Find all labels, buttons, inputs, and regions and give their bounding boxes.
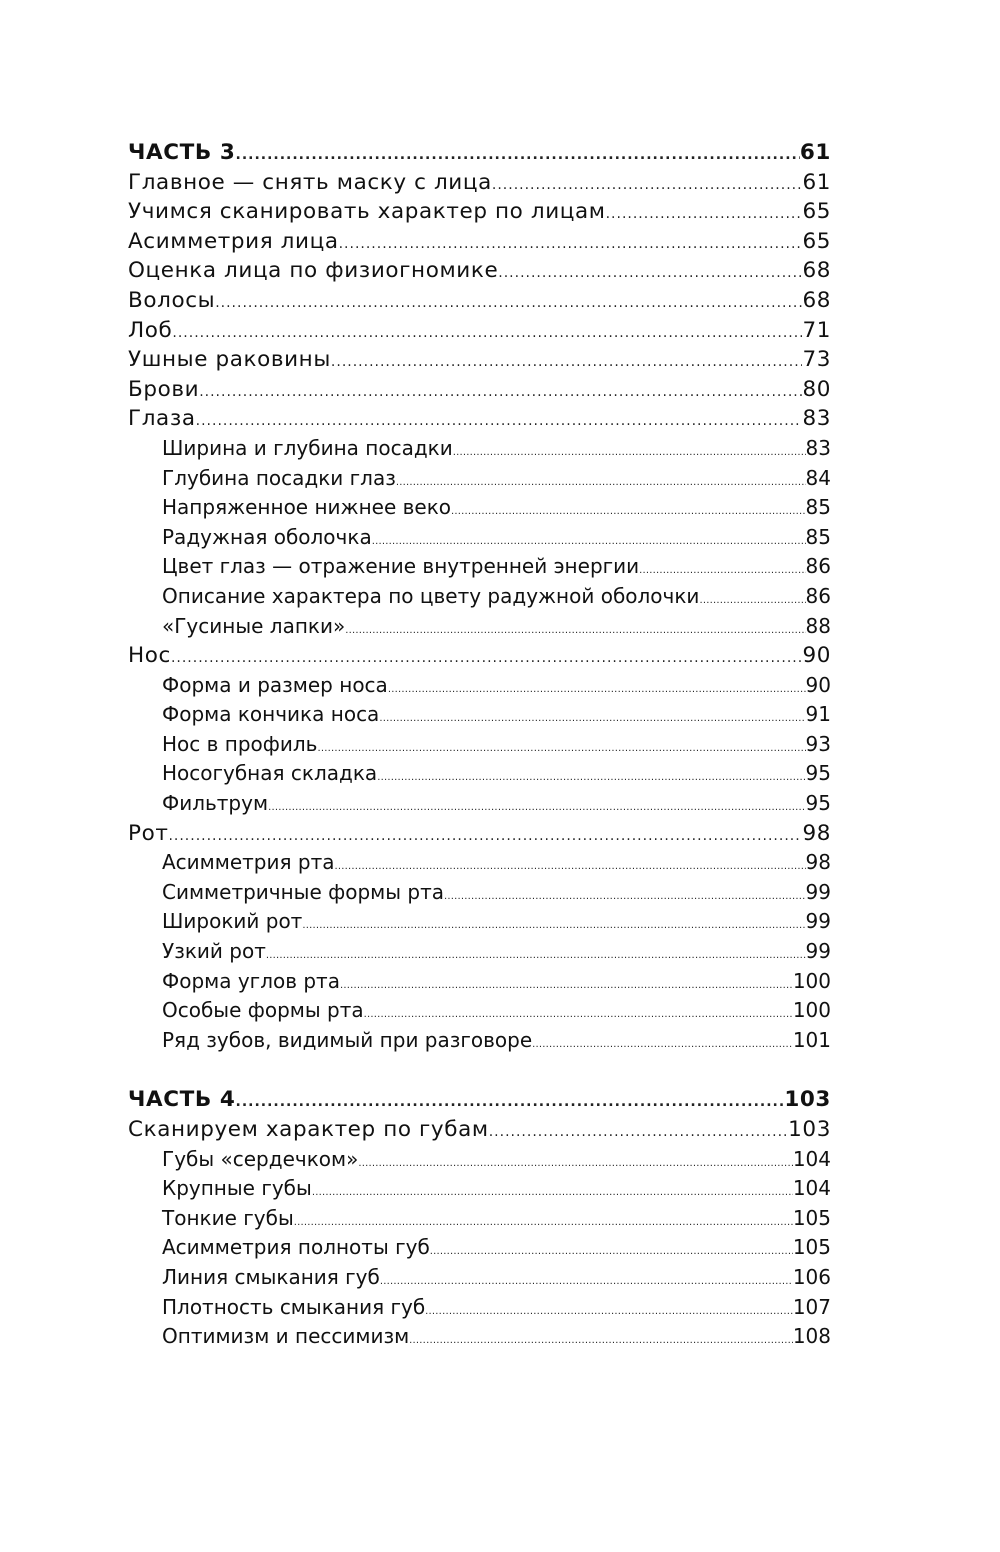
toc-entry-title: Описание характера по цвету радужной оболочки bbox=[162, 583, 700, 608]
toc-entry-title: Симметричные формы рта bbox=[162, 879, 445, 904]
toc-entry-title: Широкий рот bbox=[162, 909, 303, 934]
toc-page-number: 103 bbox=[784, 1087, 831, 1113]
dot-leader bbox=[340, 971, 793, 1001]
dot-leader bbox=[312, 1178, 793, 1208]
table-of-contents bbox=[128, 138, 831, 1352]
toc-subentry[interactable] bbox=[128, 700, 831, 730]
toc-page-number: 106 bbox=[792, 1264, 831, 1289]
dot-leader bbox=[358, 1149, 792, 1179]
toc-page-number: 65 bbox=[802, 228, 831, 254]
toc-subentry[interactable] bbox=[128, 848, 831, 878]
toc-subentry[interactable] bbox=[128, 1174, 831, 1204]
dot-leader bbox=[266, 941, 806, 971]
toc-page-number: 86 bbox=[805, 583, 831, 608]
toc-page-number: 93 bbox=[805, 731, 831, 756]
toc-entry-title: Оптимизм и пессимизм bbox=[162, 1324, 410, 1349]
toc-entry-title: Губы «сердечком» bbox=[162, 1146, 359, 1171]
toc-entry-title: ЧАСТЬ 3 bbox=[128, 140, 236, 165]
toc-subentry[interactable] bbox=[128, 671, 831, 701]
toc-entry-title: Линия смыкания губ bbox=[162, 1264, 380, 1289]
toc-page-number: 85 bbox=[805, 524, 831, 549]
toc-subentry[interactable] bbox=[128, 759, 831, 789]
toc-entry-title: Ряд зубов, видимый при разговоре bbox=[162, 1027, 533, 1052]
toc-subentry[interactable] bbox=[128, 1145, 831, 1175]
toc-subentry[interactable] bbox=[128, 523, 831, 553]
toc-entry-title: Глубина посадки глаз bbox=[162, 465, 396, 490]
toc-entry[interactable] bbox=[128, 168, 831, 198]
toc-entry[interactable] bbox=[128, 375, 831, 405]
dot-leader bbox=[215, 289, 802, 319]
toc-entry-title: «Гусиные лапки» bbox=[162, 613, 346, 638]
toc-entry-title: Узкий рот bbox=[162, 939, 266, 964]
toc-page-number: 105 bbox=[792, 1205, 831, 1230]
dot-leader bbox=[268, 793, 805, 823]
toc-entry[interactable] bbox=[128, 197, 831, 227]
toc-entry-title: Форма углов рта bbox=[162, 968, 340, 993]
toc-entry-title: Оценка лица по физиогномике bbox=[128, 258, 499, 284]
toc-page-number: 83 bbox=[802, 406, 831, 432]
toc-entry-title: Тонкие губы bbox=[162, 1205, 294, 1230]
toc-page-number: 99 bbox=[805, 939, 831, 964]
dot-leader bbox=[236, 1088, 785, 1118]
toc-entry-title: Нос в профиль bbox=[162, 731, 318, 756]
part-heading[interactable] bbox=[128, 1085, 831, 1115]
toc-page-number: 105 bbox=[792, 1235, 831, 1260]
toc-subentry[interactable] bbox=[128, 1293, 831, 1323]
toc-page-number: 98 bbox=[802, 820, 831, 846]
toc-entry-title: Напряженное нижнее веко bbox=[162, 495, 452, 520]
toc-entry[interactable] bbox=[128, 227, 831, 257]
toc-page-number: 100 bbox=[792, 998, 831, 1023]
dot-leader bbox=[396, 468, 806, 498]
dot-leader bbox=[345, 616, 805, 646]
toc-entry-title: Ширина и глубина посадки bbox=[162, 435, 453, 460]
toc-entry[interactable] bbox=[128, 819, 831, 849]
toc-page-number: 90 bbox=[802, 643, 831, 669]
toc-page-number: 86 bbox=[805, 554, 831, 579]
toc-entry[interactable] bbox=[128, 256, 831, 286]
toc-entry-title: Носогубная складка bbox=[162, 761, 378, 786]
dot-leader bbox=[339, 230, 803, 260]
toc-page-number: 103 bbox=[788, 1117, 831, 1142]
dot-leader bbox=[444, 882, 806, 912]
dot-leader bbox=[377, 763, 805, 793]
dot-leader bbox=[425, 1297, 793, 1327]
toc-page-number: 95 bbox=[805, 761, 831, 786]
dot-leader bbox=[492, 171, 803, 201]
toc-subentry[interactable] bbox=[128, 996, 831, 1026]
toc-page-number: 99 bbox=[805, 909, 831, 934]
toc-entry-title: Учимся сканировать характер по лицам bbox=[128, 199, 606, 225]
dot-leader bbox=[317, 734, 805, 764]
toc-page-number: 61 bbox=[799, 140, 831, 165]
toc-subentry[interactable] bbox=[128, 1233, 831, 1263]
toc-entry-title: Волосы bbox=[128, 287, 216, 313]
dot-leader bbox=[699, 586, 805, 616]
toc-section bbox=[128, 1085, 831, 1351]
dot-leader bbox=[302, 911, 805, 941]
dot-leader bbox=[409, 1326, 793, 1356]
toc-page-number: 98 bbox=[805, 850, 831, 875]
toc-page-number: 101 bbox=[792, 1027, 831, 1052]
dot-leader bbox=[172, 319, 802, 349]
toc-page-number: 100 bbox=[792, 968, 831, 993]
toc-subentry[interactable] bbox=[128, 967, 831, 997]
toc-page-number: 68 bbox=[802, 287, 831, 313]
toc-page-number: 65 bbox=[802, 199, 831, 225]
toc-entry-title: Асимметрия рта bbox=[162, 850, 335, 875]
toc-page-number: 99 bbox=[805, 879, 831, 904]
toc-entry-title: Крупные губы bbox=[162, 1176, 312, 1201]
toc-entry-title: Глаза bbox=[128, 406, 196, 432]
toc-entry-title: ЧАСТЬ 4 bbox=[128, 1087, 236, 1113]
toc-entry-title: Нос bbox=[128, 643, 171, 669]
toc-subentry[interactable] bbox=[128, 1322, 831, 1352]
toc-page-number: 90 bbox=[805, 672, 831, 697]
dot-leader bbox=[498, 259, 802, 289]
toc-subentry[interactable] bbox=[128, 1026, 831, 1056]
toc-entry-title: Рот bbox=[128, 820, 169, 846]
toc-entry[interactable] bbox=[128, 286, 831, 316]
dot-leader bbox=[451, 497, 806, 527]
toc-entry-title: Цвет глаз — отражение внутренней энергии bbox=[162, 554, 640, 579]
toc-subentry[interactable] bbox=[128, 907, 831, 937]
part-heading[interactable] bbox=[128, 138, 831, 168]
toc-entry-title: Форма и размер носа bbox=[162, 672, 388, 697]
toc-subentry[interactable] bbox=[128, 434, 831, 464]
toc-entry-title: Ушные раковины bbox=[128, 347, 331, 373]
toc-subentry[interactable] bbox=[128, 730, 831, 760]
toc-page-number: 108 bbox=[792, 1324, 831, 1349]
toc-page-number: 91 bbox=[805, 702, 831, 727]
dot-leader bbox=[532, 1030, 793, 1060]
toc-subentry[interactable] bbox=[128, 937, 831, 967]
toc-page-number: 84 bbox=[805, 465, 831, 490]
toc-subentry[interactable] bbox=[128, 582, 831, 612]
toc-entry[interactable] bbox=[128, 404, 831, 434]
toc-page-number: 104 bbox=[792, 1176, 831, 1201]
toc-section bbox=[128, 138, 831, 1055]
toc-page-number: 107 bbox=[792, 1294, 831, 1319]
toc-subentry[interactable] bbox=[128, 789, 831, 819]
toc-entry-title: Особые формы рта bbox=[162, 998, 364, 1023]
toc-page-number: 80 bbox=[802, 376, 831, 402]
toc-page-number: 61 bbox=[802, 169, 831, 195]
dot-leader bbox=[171, 644, 802, 674]
dot-leader bbox=[379, 704, 805, 734]
toc-subentry[interactable] bbox=[128, 464, 831, 494]
toc-page-number: 95 bbox=[805, 791, 831, 816]
dot-leader bbox=[388, 675, 806, 705]
dot-leader bbox=[489, 1118, 788, 1148]
toc-entry-title: Асимметрия лица bbox=[128, 228, 339, 254]
dot-leader bbox=[606, 200, 803, 230]
toc-entry[interactable] bbox=[128, 345, 831, 375]
dot-leader bbox=[168, 822, 802, 852]
toc-entry-title: Фильтрум bbox=[162, 791, 269, 816]
toc-subentry[interactable] bbox=[128, 612, 831, 642]
dot-leader bbox=[196, 407, 803, 437]
dot-leader bbox=[453, 438, 806, 468]
toc-subentry[interactable] bbox=[128, 1263, 831, 1293]
dot-leader bbox=[199, 378, 802, 408]
toc-page-number: 88 bbox=[805, 613, 831, 638]
dot-leader bbox=[430, 1237, 793, 1267]
toc-entry-title: Главное — снять маску с лица bbox=[128, 169, 492, 195]
toc-entry-title: Радужная оболочка bbox=[162, 524, 372, 549]
toc-page-number: 68 bbox=[802, 258, 831, 284]
toc-entry-title: Форма кончика носа bbox=[162, 702, 380, 727]
dot-leader bbox=[380, 1267, 793, 1297]
toc-page-number: 83 bbox=[805, 435, 831, 460]
toc-page-number: 85 bbox=[805, 495, 831, 520]
toc-subentry[interactable] bbox=[128, 493, 831, 523]
toc-entry-title: Сканируем характер по губам bbox=[128, 1117, 489, 1142]
toc-page-number: 71 bbox=[802, 317, 831, 343]
toc-entry-title: Плотность смыкания губ bbox=[162, 1294, 426, 1319]
toc-page-number: 73 bbox=[802, 347, 831, 373]
toc-entry-title: Лоб bbox=[128, 317, 173, 343]
toc-entry-title: Брови bbox=[128, 376, 200, 402]
toc-entry[interactable] bbox=[128, 641, 831, 671]
toc-entry[interactable] bbox=[128, 1115, 831, 1145]
toc-page-number: 104 bbox=[792, 1146, 831, 1171]
toc-entry[interactable] bbox=[128, 316, 831, 346]
dot-leader bbox=[236, 141, 800, 171]
dot-leader bbox=[331, 348, 803, 378]
toc-subentry[interactable] bbox=[128, 1204, 831, 1234]
toc-entry-title: Асимметрия полноты губ bbox=[162, 1235, 430, 1260]
toc-subentry[interactable] bbox=[128, 878, 831, 908]
toc-subentry[interactable] bbox=[128, 552, 831, 582]
